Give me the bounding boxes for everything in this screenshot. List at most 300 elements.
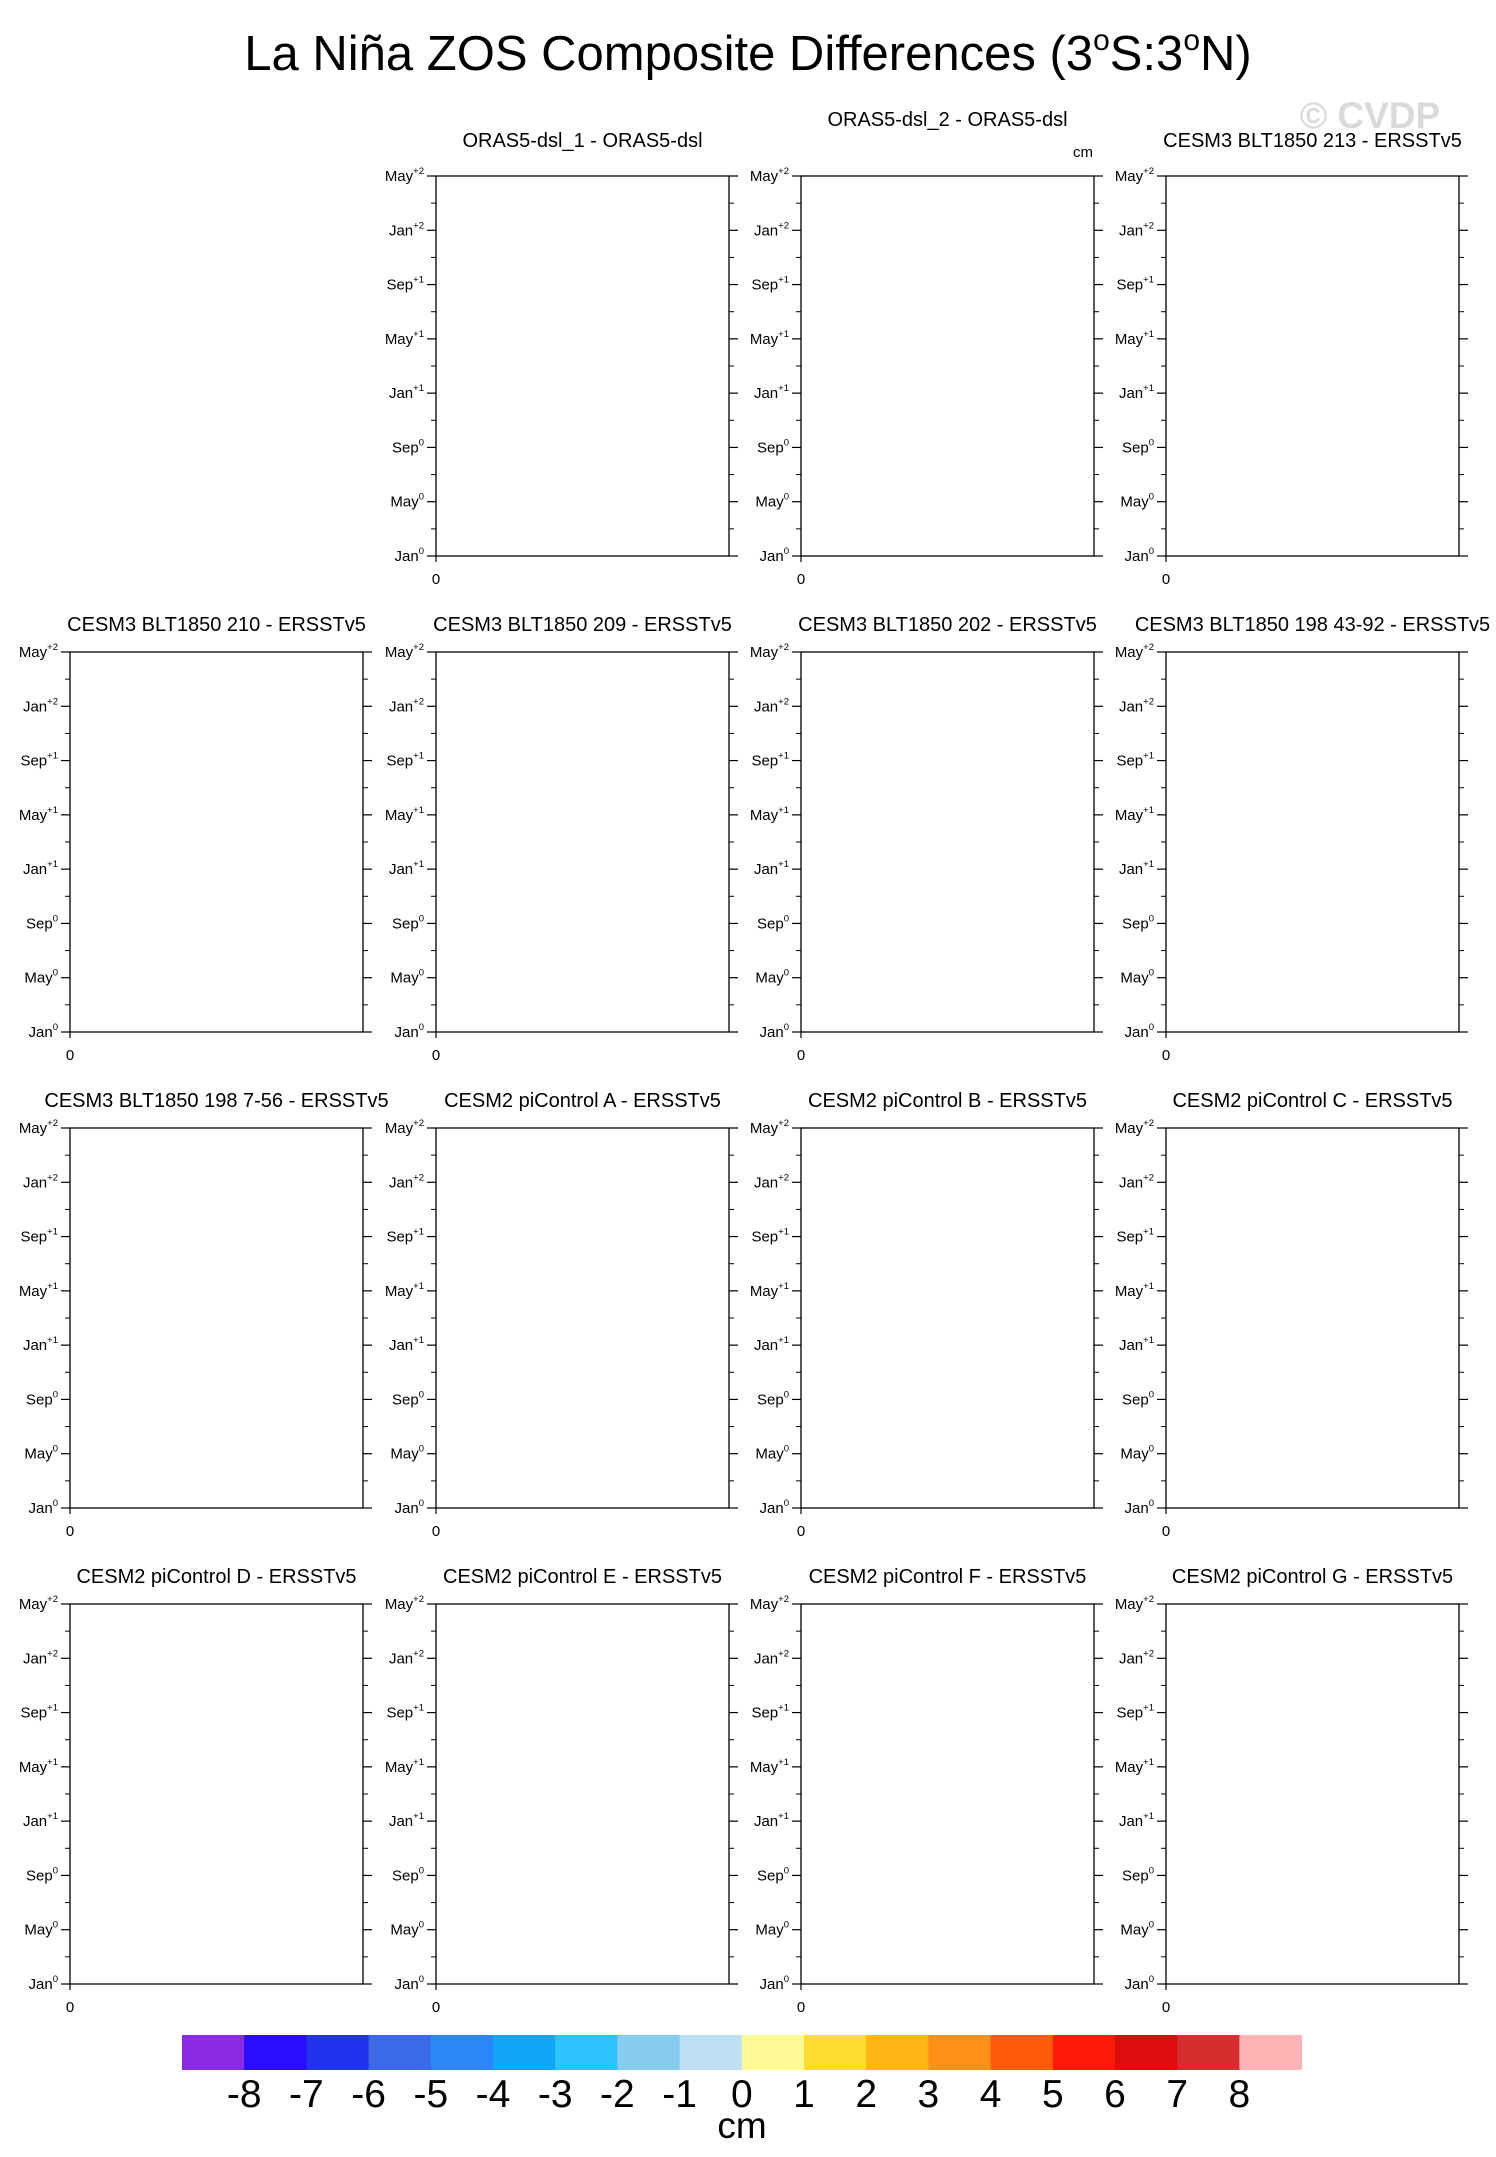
y-tick-label	[1119, 383, 1154, 402]
y-tick-superscript: 0	[52, 1919, 58, 1931]
plot-frame	[801, 652, 1094, 1032]
y-tick-month: May	[1114, 330, 1144, 348]
colorbar-tick-label: -6	[351, 2073, 386, 2116]
colorbar-swatch	[1177, 2035, 1240, 2070]
y-tick-superscript: +1	[1143, 383, 1154, 395]
y-tick-label	[1116, 1703, 1154, 1722]
y-tick-superscript: 0	[783, 1498, 789, 1509]
y-tick-month: May	[755, 969, 784, 987]
y-tick-month: Sep	[26, 915, 53, 933]
y-tick-superscript: 0	[783, 1919, 789, 1931]
y-tick-superscript: +1	[413, 383, 424, 395]
colorbar-swatch	[555, 2035, 618, 2070]
y-tick-month: May	[1114, 806, 1144, 824]
panel-title: CESM3 BLT1850 213 - ERSSTv5	[1163, 130, 1462, 152]
panel	[1115, 130, 1468, 588]
y-tick-superscript: +2	[778, 166, 789, 177]
y-tick-month: Sep	[386, 1704, 414, 1722]
y-tick-month: Sep	[751, 276, 779, 294]
y-tick-superscript: +2	[413, 220, 424, 232]
y-tick-superscript: +1	[778, 328, 789, 340]
y-tick-superscript: 0	[418, 546, 424, 557]
y-tick-superscript: +1	[1143, 328, 1154, 340]
y-tick-label	[389, 383, 424, 402]
y-tick-month: Jan	[388, 385, 414, 403]
y-tick-label	[392, 437, 424, 456]
colorbar-swatch	[866, 2035, 929, 2070]
colorbar-swatch	[1115, 2035, 1178, 2070]
y-tick-label	[29, 1498, 58, 1517]
y-tick-label	[385, 805, 424, 824]
y-tick-month: Jan	[759, 1024, 784, 1041]
y-tick-month: Sep	[1116, 1228, 1144, 1246]
colorbar-swatch	[804, 2035, 867, 2070]
y-tick-month: May	[1120, 493, 1149, 511]
watermark-text: © CVDP	[1299, 95, 1441, 136]
y-tick-superscript: 0	[783, 1389, 789, 1401]
x-tick-label: 0	[1161, 1999, 1171, 2016]
panel-title: CESM3 BLT1850 209 - ERSSTv5	[433, 614, 732, 636]
y-tick-label	[1115, 329, 1154, 348]
x-tick-label: 0	[796, 1523, 806, 1540]
panel-title: CESM3 BLT1850 210 - ERSSTv5	[67, 614, 366, 636]
y-tick-superscript: 0	[783, 1443, 789, 1455]
y-tick-superscript: +1	[413, 1226, 424, 1238]
y-tick-superscript: 0	[418, 1974, 424, 1985]
y-tick-superscript: +1	[778, 1702, 789, 1714]
y-tick-label	[20, 1227, 58, 1246]
y-tick-label	[1115, 1757, 1154, 1776]
panel-title: CESM2 piControl F - ERSSTv5	[808, 1566, 1087, 1588]
title-degree-2: o	[1183, 24, 1201, 57]
y-tick-label	[1120, 492, 1154, 511]
y-tick-month: Sep	[751, 1704, 779, 1722]
y-tick-superscript: +2	[413, 642, 424, 653]
plot-frame	[801, 1604, 1094, 1984]
y-tick-label	[1119, 696, 1154, 715]
y-tick-month: May	[18, 644, 48, 661]
y-tick-superscript: +2	[47, 1172, 58, 1184]
y-tick-superscript: 0	[52, 1974, 58, 1985]
page-title	[244, 24, 1251, 81]
y-tick-label	[19, 805, 58, 824]
y-tick-label	[751, 1227, 789, 1246]
y-tick-label	[1115, 805, 1154, 824]
y-tick-label	[750, 166, 789, 185]
y-tick-superscript: +1	[413, 1811, 424, 1823]
y-tick-superscript: +1	[413, 274, 424, 286]
y-tick-superscript: +2	[1143, 1648, 1154, 1660]
y-tick-label	[26, 1389, 58, 1408]
y-tick-month: Sep	[386, 752, 414, 770]
y-tick-label	[26, 913, 58, 932]
y-tick-month: Jan	[1118, 861, 1144, 879]
y-tick-label	[20, 1703, 58, 1722]
colorbar-tick-label: -1	[662, 2073, 697, 2116]
y-tick-superscript: +2	[413, 1594, 424, 1605]
colorbar-tick-label: 2	[855, 2073, 878, 2116]
y-tick-superscript: +2	[778, 696, 789, 708]
y-tick-month: Sep	[392, 1867, 419, 1885]
y-tick-label	[757, 1389, 789, 1408]
y-tick-superscript: +2	[413, 1648, 424, 1660]
y-tick-label	[390, 1920, 424, 1939]
y-tick-superscript: 0	[1148, 491, 1154, 503]
y-tick-label	[390, 492, 424, 511]
y-tick-label	[19, 1757, 58, 1776]
y-tick-label	[395, 1022, 424, 1041]
y-tick-month: Jan	[394, 1976, 419, 1993]
y-tick-month: Jan	[22, 1650, 48, 1668]
y-tick-month: Sep	[20, 752, 48, 770]
y-tick-superscript: 0	[1148, 1919, 1154, 1931]
y-tick-month: Sep	[20, 1704, 48, 1722]
y-tick-month: May	[1114, 644, 1144, 661]
y-tick-label	[386, 751, 424, 770]
y-tick-superscript: +2	[47, 1648, 58, 1660]
y-tick-label	[389, 220, 424, 239]
y-tick-superscript: +1	[47, 1702, 58, 1714]
x-tick-label: 0	[1161, 1047, 1171, 1064]
y-tick-superscript: +2	[1143, 1118, 1154, 1129]
y-tick-label	[754, 220, 789, 239]
y-tick-superscript: +1	[47, 1226, 58, 1238]
y-tick-month: Sep	[1122, 439, 1149, 457]
y-tick-label	[1122, 1865, 1154, 1884]
y-tick-superscript: +2	[47, 1594, 58, 1605]
y-tick-month: Jan	[1124, 1976, 1149, 1993]
panel-title: CESM3 BLT1850 198 7-56 - ERSSTv5	[44, 1090, 389, 1112]
y-tick-label	[750, 1281, 789, 1300]
y-tick-label	[389, 1335, 424, 1354]
y-tick-month: Sep	[757, 915, 784, 933]
colorbar-tick-label: 1	[793, 2073, 815, 2116]
y-tick-label	[385, 329, 424, 348]
y-tick-superscript: +1	[778, 859, 789, 871]
x-tick-label: 0	[796, 1999, 806, 2016]
colorbar-swatch	[991, 2035, 1054, 2070]
y-tick-month: May	[18, 1282, 48, 1300]
y-tick-month: May	[1114, 168, 1144, 185]
y-tick-month: Sep	[386, 1228, 414, 1246]
y-tick-label	[389, 1648, 424, 1667]
x-tick-label: 0	[1161, 571, 1171, 588]
y-tick-label	[751, 751, 789, 770]
y-tick-month: May	[749, 644, 779, 661]
y-tick-month: Jan	[1124, 1024, 1149, 1041]
x-tick-label: 0	[65, 1523, 75, 1540]
y-tick-superscript: +2	[47, 696, 58, 708]
y-tick-superscript: 0	[783, 437, 789, 449]
y-tick-superscript: 0	[418, 437, 424, 449]
panel-title: CESM2 piControl D - ERSSTv5	[76, 1566, 357, 1588]
y-tick-month: May	[755, 1445, 784, 1463]
y-tick-superscript: 0	[1148, 913, 1154, 925]
y-tick-label	[23, 1335, 58, 1354]
colorbar-swatch	[493, 2035, 556, 2070]
y-tick-label	[1120, 1920, 1154, 1939]
y-tick-superscript: 0	[418, 1498, 424, 1509]
y-tick-label	[751, 275, 789, 294]
y-tick-superscript: +1	[413, 1335, 424, 1347]
y-tick-label	[395, 546, 424, 565]
y-tick-superscript: +1	[778, 750, 789, 762]
y-tick-month: Sep	[751, 1228, 779, 1246]
plot-frame	[70, 1128, 363, 1508]
panel	[385, 614, 738, 1064]
y-tick-label	[754, 696, 789, 715]
y-tick-label	[754, 1811, 789, 1830]
y-tick-month: Jan	[1124, 1500, 1149, 1517]
y-tick-superscript: +2	[413, 1172, 424, 1184]
colorbar-swatch	[306, 2035, 369, 2070]
y-tick-label	[1119, 220, 1154, 239]
y-tick-label	[392, 913, 424, 932]
y-tick-superscript: 0	[52, 1389, 58, 1401]
colorbar-units-label: cm	[717, 2105, 767, 2146]
colorbar-swatch	[617, 2035, 680, 2070]
y-tick-superscript: +2	[1143, 220, 1154, 232]
y-tick-label	[1115, 642, 1154, 661]
y-tick-month: Jan	[1118, 698, 1144, 716]
y-tick-label	[385, 1594, 424, 1613]
y-tick-superscript: 0	[52, 1865, 58, 1877]
y-tick-superscript: +2	[778, 1594, 789, 1605]
x-tick-label: 0	[796, 1047, 806, 1064]
y-tick-month: Jan	[1118, 385, 1144, 403]
y-tick-label	[23, 696, 58, 715]
panel-title: ORAS5-dsl_2 - ORAS5-dsl	[827, 109, 1068, 131]
y-tick-label	[750, 1594, 789, 1613]
panel	[1115, 1090, 1468, 1540]
y-tick-month: May	[1114, 1282, 1144, 1300]
y-tick-label	[754, 1172, 789, 1191]
y-tick-month: Jan	[28, 1024, 53, 1041]
y-tick-month: Jan	[753, 1174, 779, 1192]
y-tick-superscript: +1	[1143, 1702, 1154, 1714]
y-tick-month: May	[1120, 1445, 1149, 1463]
y-tick-label	[24, 1920, 58, 1939]
y-tick-label	[389, 1811, 424, 1830]
y-tick-label	[390, 968, 424, 987]
y-tick-month: May	[749, 330, 779, 348]
y-tick-label	[389, 696, 424, 715]
y-tick-label	[20, 751, 58, 770]
y-tick-superscript: +2	[778, 1648, 789, 1660]
colorbar-swatch	[244, 2035, 307, 2070]
plot-frame	[436, 1128, 729, 1508]
y-tick-month: Jan	[388, 861, 414, 879]
y-tick-label	[1115, 1281, 1154, 1300]
y-tick-superscript: +1	[778, 1811, 789, 1823]
y-tick-month: May	[384, 330, 414, 348]
y-tick-superscript: +2	[778, 642, 789, 653]
y-tick-label	[755, 492, 789, 511]
panel	[19, 1090, 389, 1540]
y-tick-month: May	[390, 969, 419, 987]
y-tick-label	[392, 1389, 424, 1408]
colorbar-tick-label: 6	[1104, 2073, 1126, 2116]
panel	[1115, 614, 1490, 1064]
y-tick-label	[1116, 751, 1154, 770]
y-tick-month: May	[384, 1758, 414, 1776]
y-tick-superscript: +1	[1143, 804, 1154, 816]
panel	[750, 109, 1103, 588]
y-tick-superscript: 0	[1148, 1443, 1154, 1455]
y-tick-month: Jan	[753, 1813, 779, 1831]
y-tick-month: May	[390, 493, 419, 511]
y-tick-month: Jan	[388, 1174, 414, 1192]
colorbar-swatch	[1053, 2035, 1116, 2070]
y-tick-superscript: 0	[418, 1443, 424, 1455]
y-tick-label	[1120, 1444, 1154, 1463]
y-tick-month: May	[24, 1445, 53, 1463]
y-tick-superscript: 0	[418, 967, 424, 979]
y-tick-label	[386, 275, 424, 294]
y-tick-month: May	[384, 1596, 414, 1613]
y-tick-label	[760, 1022, 789, 1041]
y-tick-label	[23, 1172, 58, 1191]
y-tick-month: Sep	[1122, 915, 1149, 933]
y-tick-month: Jan	[753, 861, 779, 879]
y-tick-label	[24, 1444, 58, 1463]
y-tick-label	[1125, 1022, 1154, 1041]
x-tick-label: 0	[1161, 1523, 1171, 1540]
y-tick-superscript: +2	[413, 1118, 424, 1129]
y-tick-month: Sep	[1116, 752, 1144, 770]
y-tick-label	[1119, 1648, 1154, 1667]
y-tick-month: Sep	[392, 439, 419, 457]
y-tick-month: May	[24, 969, 53, 987]
y-tick-superscript: 0	[783, 546, 789, 557]
plot-frame	[1166, 1128, 1459, 1508]
y-tick-label	[1125, 1974, 1154, 1993]
y-tick-month: May	[749, 1758, 779, 1776]
y-tick-superscript: +1	[1143, 1226, 1154, 1238]
y-tick-superscript: +2	[413, 696, 424, 708]
y-tick-superscript: +1	[413, 1280, 424, 1292]
y-tick-superscript: +1	[413, 859, 424, 871]
y-tick-month: Jan	[753, 698, 779, 716]
y-tick-month: Sep	[392, 915, 419, 933]
colorbar-tick-label: 5	[1041, 2073, 1064, 2116]
y-tick-superscript: +1	[47, 1756, 58, 1768]
y-tick-month: Jan	[394, 1500, 419, 1517]
plot-frame	[801, 176, 1094, 556]
y-tick-month: Sep	[751, 752, 779, 770]
y-tick-label	[1115, 1594, 1154, 1613]
panel-title: CESM2 piControl C - ERSSTv5	[1172, 1090, 1453, 1112]
y-tick-label	[385, 166, 424, 185]
colorbar-tick-label: 0	[730, 2073, 753, 2116]
y-tick-label	[1115, 166, 1154, 185]
y-tick-superscript: +1	[47, 1335, 58, 1347]
y-tick-superscript: 0	[418, 1389, 424, 1401]
y-tick-superscript: +2	[47, 1118, 58, 1129]
y-tick-month: Sep	[392, 1391, 419, 1409]
y-tick-superscript: +1	[47, 1280, 58, 1292]
colorbar-swatch	[742, 2035, 805, 2070]
panel-title: ORAS5-dsl_1 - ORAS5-dsl	[462, 130, 703, 152]
y-tick-superscript: 0	[1148, 967, 1154, 979]
y-tick-superscript: +2	[1143, 1172, 1154, 1184]
y-tick-superscript: 0	[1148, 437, 1154, 449]
y-tick-superscript: +1	[1143, 1811, 1154, 1823]
y-tick-superscript: +2	[413, 166, 424, 177]
y-tick-superscript: +1	[778, 274, 789, 286]
colorbar-tick-label: -5	[413, 2073, 449, 2116]
y-tick-superscript: +1	[778, 1280, 789, 1292]
y-tick-month: Jan	[759, 1500, 784, 1517]
y-tick-month: Jan	[22, 1813, 48, 1831]
y-tick-label	[755, 1920, 789, 1939]
colorbar-tick-label: 8	[1228, 2073, 1251, 2116]
y-tick-label	[395, 1974, 424, 1993]
y-tick-superscript: 0	[1148, 1389, 1154, 1401]
x-tick-label: 0	[796, 571, 806, 588]
x-tick-label: 0	[431, 1523, 441, 1540]
y-tick-month: May	[1120, 969, 1149, 987]
panel	[385, 130, 738, 588]
y-tick-label	[385, 642, 424, 661]
y-tick-label	[1125, 1498, 1154, 1517]
y-tick-month: Jan	[22, 1337, 48, 1355]
y-tick-month: May	[1114, 1596, 1144, 1613]
y-tick-label	[1119, 859, 1154, 878]
colorbar-swatch	[182, 2035, 245, 2070]
y-tick-superscript: +1	[778, 1335, 789, 1347]
y-tick-month: Sep	[757, 439, 784, 457]
y-tick-label	[29, 1022, 58, 1041]
plot-frame	[1166, 1604, 1459, 1984]
y-tick-superscript: +1	[778, 1226, 789, 1238]
y-tick-label	[750, 642, 789, 661]
y-tick-month: Jan	[394, 548, 419, 565]
panel	[750, 1566, 1103, 2016]
y-tick-superscript: 0	[418, 491, 424, 503]
y-tick-month: Jan	[753, 385, 779, 403]
y-tick-superscript: +1	[1143, 1335, 1154, 1347]
x-tick-label: 0	[431, 571, 441, 588]
y-tick-label	[1125, 546, 1154, 565]
y-tick-label	[750, 1757, 789, 1776]
y-tick-superscript: 0	[783, 1974, 789, 1985]
y-tick-superscript: +2	[1143, 642, 1154, 653]
y-tick-superscript: +1	[47, 1811, 58, 1823]
y-tick-superscript: +1	[413, 328, 424, 340]
y-tick-month: May	[749, 806, 779, 824]
y-tick-label	[23, 1811, 58, 1830]
y-tick-superscript: +2	[1143, 166, 1154, 177]
plot-frame	[436, 652, 729, 1032]
y-tick-superscript: 0	[418, 1919, 424, 1931]
panels-layer	[19, 109, 1490, 2016]
y-tick-month: Jan	[22, 861, 48, 879]
y-tick-month: May	[749, 1596, 779, 1613]
y-tick-label	[757, 1865, 789, 1884]
y-tick-month: May	[18, 806, 48, 824]
y-tick-month: Jan	[1124, 548, 1149, 565]
title-prefix: La Niña ZOS Composite Differences (3	[244, 27, 1094, 81]
y-tick-month: Jan	[1118, 1813, 1144, 1831]
y-tick-label	[750, 329, 789, 348]
x-tick-label: 0	[65, 1999, 75, 2016]
colorbar	[182, 2035, 1302, 2116]
panel-title: CESM2 piControl B - ERSSTv5	[808, 1090, 1087, 1112]
y-tick-month: Sep	[1116, 1704, 1144, 1722]
y-tick-label	[1119, 1811, 1154, 1830]
y-tick-superscript: +1	[413, 1756, 424, 1768]
